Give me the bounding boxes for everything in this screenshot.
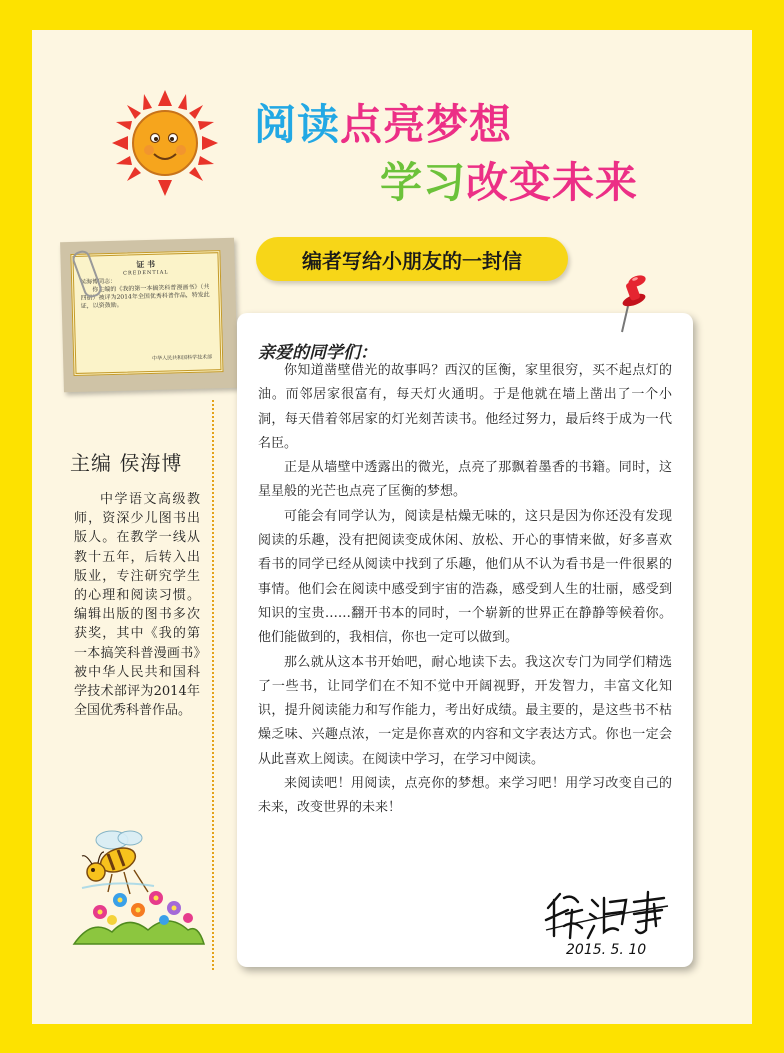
dotted-divider	[212, 400, 214, 970]
author-signature	[542, 880, 672, 960]
letter-greeting: 亲爱的同学们：	[258, 343, 377, 363]
letter-paragraph: 那么就从这本书开始吧，耐心地读下去。我这次专门为同学们精选了一些书，让同学们在不知不觉中开阔视野，开发智力，丰富文化知识，提升阅读能力和写作能力，考出好成绩。最主要的，是这些书不枯燥乏味、兴趣点浓，一定是你喜欢的内容和文字表达方式。你也一定会从此喜欢上阅读。在阅读中学习，在学习中阅读。	[258, 654, 672, 767]
slogan-line-2	[380, 150, 638, 210]
author-name: 主编 侯海博	[70, 451, 183, 475]
slogan-segment: 阅读	[254, 100, 341, 149]
slogan-line-1	[254, 92, 512, 152]
letter-paragraph: 可能会有同学认为，阅读是枯燥无味的，这只是因为你还没有发现阅读的乐趣，没有把阅读变成休闲、放松、开心的事情来做，好多喜欢看书的同学已经从阅读中找到了乐趣，他们从不认为看书是一件很累的事情。他们会在阅读中感受到宇宙的浩淼，感受到人生的壮丽，感受到知识的宝贵……翻开书本的同时，一个崭新的世界正在静静等候着你。他们能做到的，我相信，你也一定可以做到。	[258, 508, 672, 646]
certificate-subtitle: CREDENTIAL	[123, 269, 169, 277]
certificate-issuer: 中华人民共和国科学技术部	[152, 354, 213, 363]
slogan-segment: 点亮梦想	[340, 100, 513, 149]
certificate-recipient: 侯海博同志：	[80, 277, 117, 286]
letter-paragraph: 你知道凿壁借光的故事吗？西汉的匡衡，家里很穷，买不起点灯的油。而邻居家很富有，每天灯火通明。于是他就在墙上凿出了一个小洞，每天借着邻居家的灯光刻苦读书。他经过努力，最后终于成为一代名臣。	[258, 363, 672, 451]
signature-date: 2015. 5. 10	[566, 942, 647, 958]
push-pin-icon	[610, 272, 650, 336]
cartoon-sun-icon	[110, 88, 220, 198]
letter-body	[258, 359, 672, 821]
letter-paragraph: 来阅读吧！用阅读，点亮你的梦想。来学习吧！用学习改变自己的未来，改变世界的未来！	[258, 776, 672, 816]
flowers-illustration	[72, 878, 206, 948]
author-bio: 中学语文高级教师，资深少儿图书出版人。在教学一线从教十五年，后转入出版业，专注研究学生的心理和阅读习惯。编辑出版的图书多次获奖，其中《我的第一本搞笑科普漫画书》被中华人民共和国科学技术部评为2014年全国优秀科普作品。	[74, 492, 200, 719]
slogan-segment: 改变未来	[466, 158, 639, 207]
letter-title-banner: 编者写给小朋友的一封信	[256, 237, 568, 281]
certificate-title: 证 书	[136, 258, 156, 270]
slogan-segment: 学习	[380, 158, 467, 207]
certificate-body: 你主编的《我的第一本搞笑科普漫画书》（共四册）被评为2014年全国优秀科普作品，特发此证，以资鼓励。	[80, 283, 210, 310]
letter-paragraph: 正是从墙壁中透露出的微光，点亮了那飘着墨香的书籍。同时，这星星般的光芒也点亮了匡衡的梦想。	[258, 460, 672, 500]
